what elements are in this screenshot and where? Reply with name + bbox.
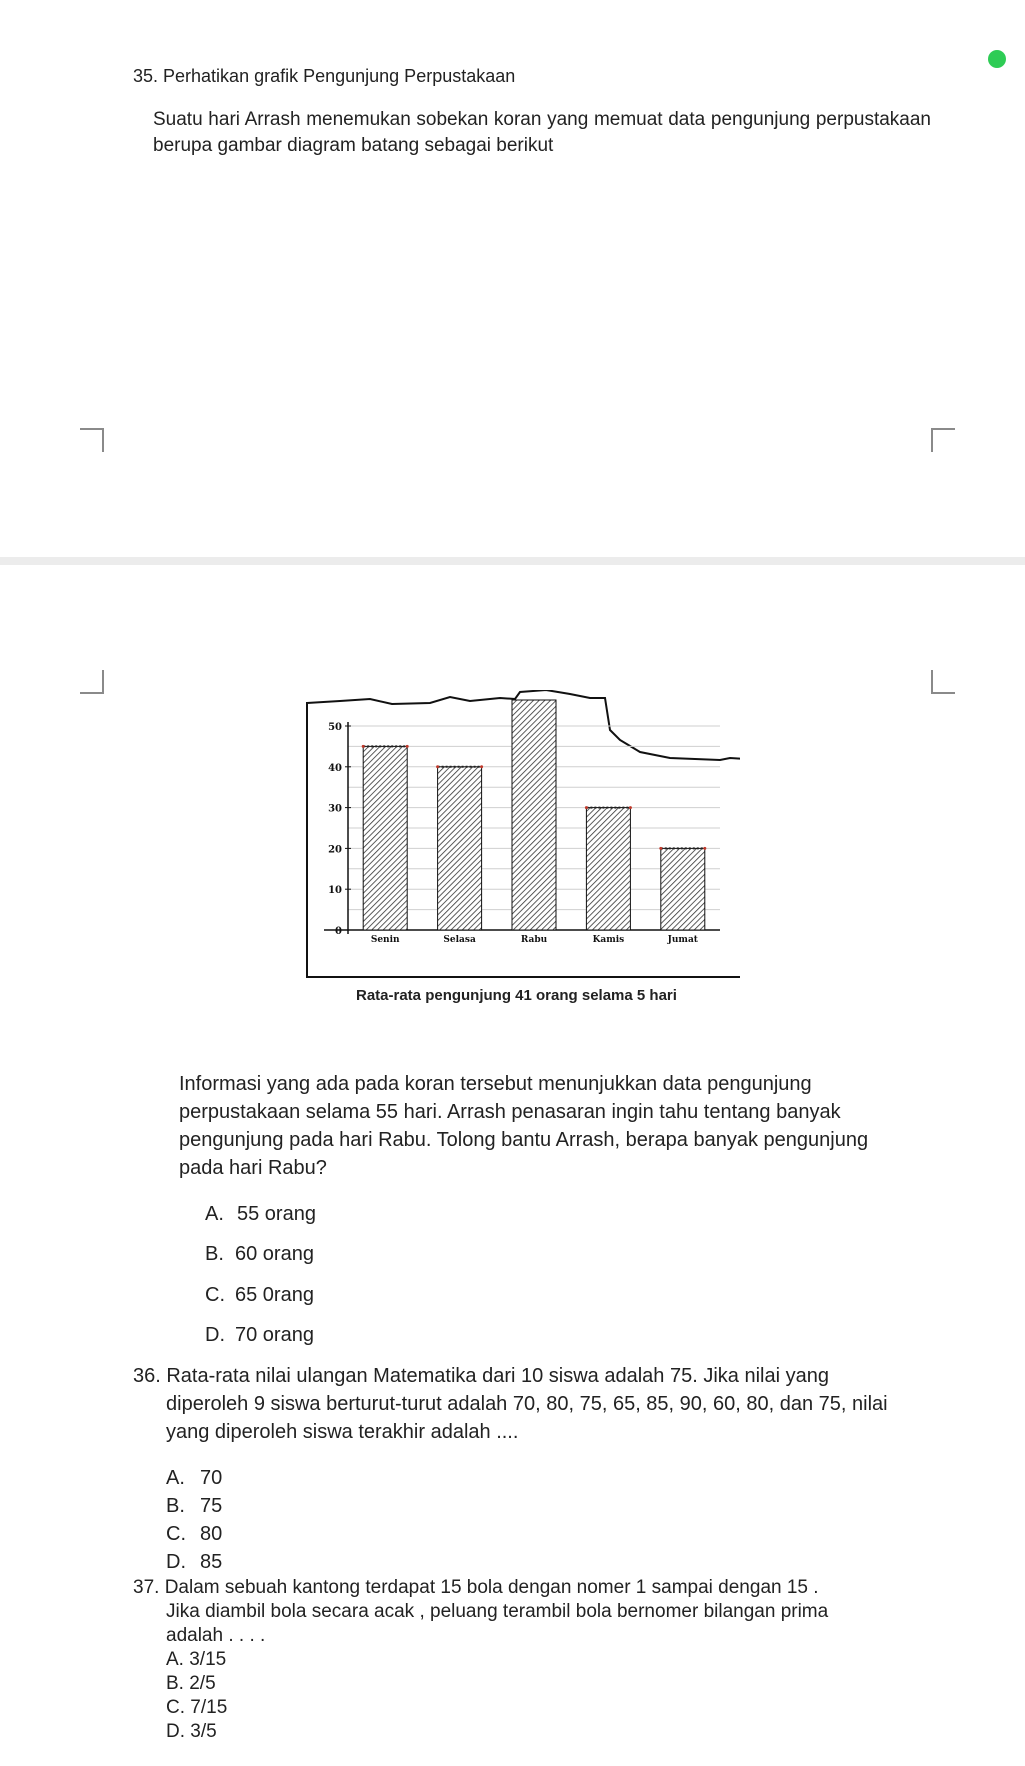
y-tick-label: 10	[328, 885, 342, 897]
q36-line-1: 36. Rata-rata nilai ulangan Matematika dari 10 siswa adalah 75. Jika nilai yang	[133, 1365, 829, 1387]
x-tick-label: Jumat	[667, 935, 698, 945]
bar-jumat	[661, 848, 705, 930]
q35-intro: Suatu hari Arrash menemukan sobekan koran yang memuat data pengunjung perpustakaan berupa gambar diagram batang sebagai berikut	[153, 109, 931, 156]
page-divider	[0, 557, 1025, 565]
option-letter: C.	[205, 1284, 225, 1306]
q37-option-b[interactable]	[166, 1672, 216, 1696]
x-tick-label: Senin	[370, 935, 400, 945]
option-letter: A.	[166, 1467, 185, 1489]
option-letter: D.	[166, 1551, 186, 1573]
option-letter: A.	[205, 1203, 224, 1225]
bar-corner-point	[585, 806, 588, 809]
option-letter: C.	[166, 1523, 186, 1545]
y-tick-label: 40	[328, 762, 342, 774]
q37-line-2: Jika diambil bola secara acak , peluang terambil bola bernomer bilangan prima	[166, 1601, 829, 1622]
option-text: 60 orang	[235, 1243, 314, 1265]
q37-option-d[interactable]	[166, 1720, 217, 1744]
option-text: B. 2/5	[166, 1673, 216, 1694]
q35-info-line-1: Informasi yang ada pada koran tersebut menunjukkan data pengunjung	[179, 1073, 812, 1095]
bar-selasa	[438, 767, 482, 930]
option-text: D. 3/5	[166, 1721, 217, 1742]
q36-option-b[interactable]	[166, 1492, 222, 1520]
crop-corner-bottom-right	[931, 670, 955, 694]
q36-option-c[interactable]	[166, 1520, 222, 1548]
option-text: 65 0rang	[235, 1284, 314, 1306]
bar-rabu	[512, 700, 556, 930]
q37-line-1: 37. Dalam sebuah kantong terdapat 15 bola dengan nomer 1 sampai dengan 15 .	[133, 1577, 819, 1598]
x-tick-label: Selasa	[443, 935, 476, 945]
bar-kamis	[586, 808, 630, 930]
q35-option-d[interactable]	[205, 1321, 314, 1349]
bar-corner-point	[436, 765, 439, 768]
crop-corner-top-left	[80, 428, 104, 452]
option-letter: B.	[166, 1495, 185, 1517]
crop-corner-top-right	[931, 428, 955, 452]
q35-info-line-3: pengunjung pada hari Rabu. Tolong bantu Arrash, berapa banyak pengunjung	[179, 1129, 869, 1151]
bar-corner-point	[406, 745, 409, 748]
y-tick-label: 30	[328, 803, 342, 815]
q37-option-c[interactable]	[166, 1696, 227, 1720]
y-tick-label: 50	[328, 722, 342, 733]
q36-option-d[interactable]	[166, 1548, 222, 1576]
option-text: 75	[200, 1495, 223, 1517]
option-text: 70 orang	[235, 1324, 314, 1346]
y-tick-label: 0	[335, 926, 342, 937]
status-dot	[988, 50, 1006, 68]
chart-caption: Rata-rata pengunjung 41 orang selama 5 hari	[356, 987, 677, 1004]
option-text: 80	[200, 1523, 223, 1545]
option-text: 85	[200, 1551, 223, 1573]
x-tick-label: Rabu	[520, 935, 548, 945]
bar-corner-point	[362, 745, 365, 748]
q35-info-line-2: perpustakaan selama 55 hari. Arrash penasaran ingin tahu tentang banyak	[179, 1101, 841, 1123]
bar-corner-point	[629, 806, 632, 809]
q37-option-a[interactable]	[166, 1648, 226, 1672]
option-text: 55 orang	[237, 1203, 316, 1225]
q35-info-line-4: pada hari Rabu?	[179, 1157, 327, 1179]
bar-corner-point	[659, 847, 662, 850]
option-letter: D.	[205, 1324, 225, 1346]
q36-line-3: yang diperoleh siswa terakhir adalah ....	[166, 1421, 519, 1443]
option-text: A. 3/15	[166, 1649, 227, 1670]
q35-option-b[interactable]	[205, 1240, 314, 1268]
q36-option-a[interactable]	[166, 1464, 222, 1492]
option-text: 70	[200, 1467, 223, 1489]
q36-line-2: diperoleh 9 siswa berturut-turut adalah 70, 80, 75, 65, 85, 90, 60, 80, dan 75, nilai	[166, 1393, 888, 1415]
visitor-bar-chart	[300, 690, 740, 980]
option-letter: B.	[205, 1243, 224, 1265]
y-tick-label: 20	[328, 844, 342, 856]
q37-line-3: adalah . . . .	[166, 1625, 266, 1646]
option-text: C. 7/15	[166, 1697, 228, 1718]
q35-option-a[interactable]	[205, 1200, 316, 1228]
bar-corner-point	[703, 847, 706, 850]
q35-header: 35. Perhatikan grafik Pengunjung Perpustakaan	[133, 66, 516, 86]
x-tick-label: Kamis	[592, 935, 625, 945]
bar-corner-point	[480, 765, 483, 768]
crop-corner-bottom-left	[80, 670, 104, 694]
bar-senin	[363, 746, 407, 930]
q35-option-c[interactable]	[205, 1281, 314, 1309]
